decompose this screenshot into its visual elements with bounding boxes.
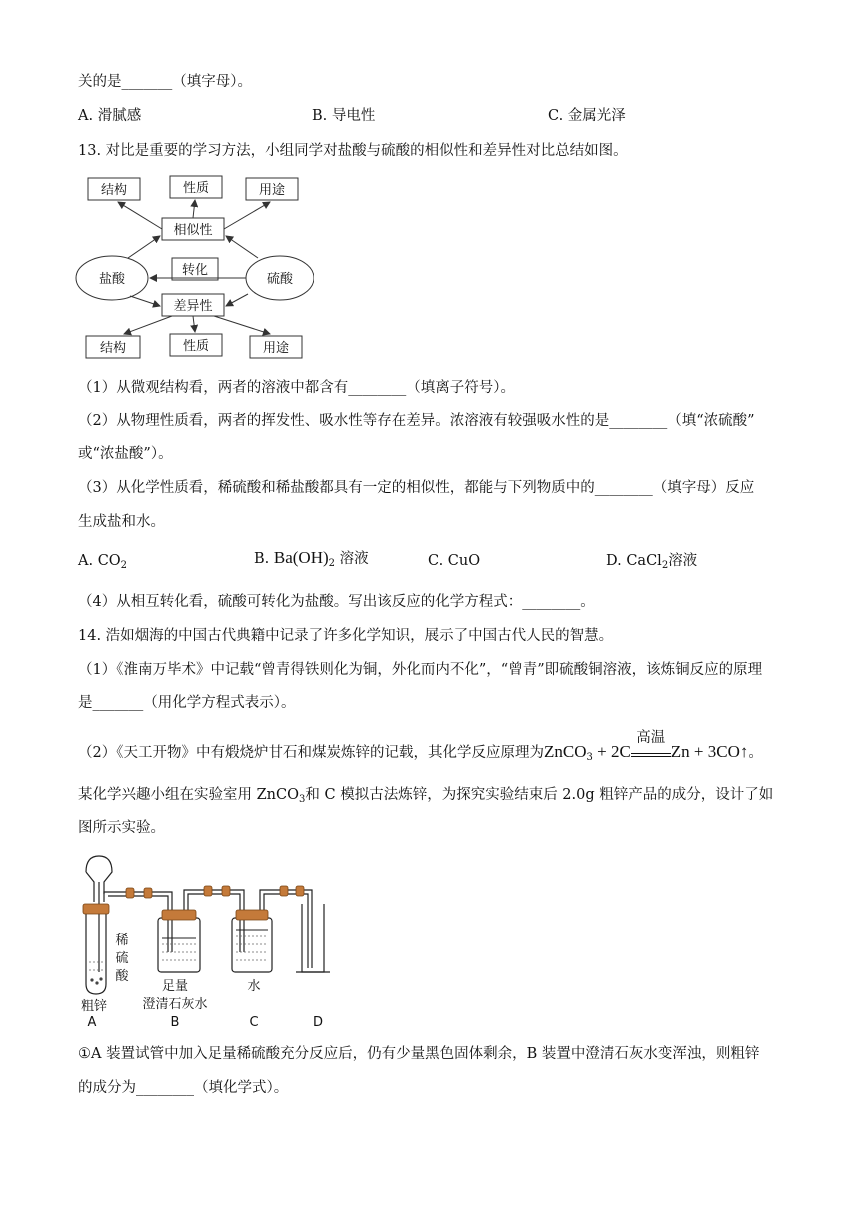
- tube-c-d: [260, 890, 312, 968]
- q13-part3-line1: （3）从化学性质看，稀硫酸和稀盐酸都具有一定的相似性，都能与下列物质中的________（填字母）反应: [78, 480, 755, 496]
- label-water: 水: [247, 979, 261, 994]
- bottle-b: [158, 918, 200, 972]
- q13-option-d: D. CaCl$_2$溶液: [606, 553, 698, 571]
- q13-option-a: A. $CO_2$: [78, 553, 128, 571]
- q14-part2-line2: 某化学兴趣小组在实验室用 ZnCO$_3$和 C 模拟古法炼锌，为探究实验结束后 2.0g 粗锌产品的成分，设计了如: [78, 787, 774, 805]
- label-bottom-property: 性质: [182, 339, 210, 354]
- q13-stem: 13. 对比是重要的学习方法，小组同学对盐酸与硫酸的相似性和差异性对比总结如图。: [78, 143, 628, 159]
- q13-part2-line2: 或“浓盐酸”）。: [78, 446, 173, 462]
- label-hcl: 盐酸: [98, 272, 126, 287]
- q14-part1-line2: 是_______（用化学方程式表示）。: [78, 695, 296, 711]
- label-apparatus-d: D: [312, 1015, 324, 1030]
- label-acid-1: 稀: [115, 933, 129, 948]
- q14-stem: 14. 浩如烟海的中国古代典籍中记录了许多化学知识，展示了中国古代人民的智慧。: [78, 628, 614, 644]
- q12-option-c: C. 金属光泽: [548, 108, 626, 124]
- label-similarity: 相似性: [173, 223, 213, 238]
- test-tube-a: [86, 912, 106, 994]
- q13-part2-line1: （2）从物理性质看，两者的挥发性、吸水性等存在差异。浓溶液有较强吸水性的是________（填“浓硫酸”: [78, 413, 755, 429]
- label-bottom-use: 用途: [262, 341, 290, 356]
- q12-option-a: A. 滑腻感: [78, 108, 142, 124]
- tube-a-b: [104, 892, 172, 952]
- q14-part1-line1: （1）《淮南万毕术》中记载“曾青得铁则化为铜，外化而内不化”，“曾青”即硫酸铜溶液，该炼铜反应的原理: [78, 662, 763, 678]
- label-h2so4: 硫酸: [266, 272, 294, 287]
- experiment-apparatus: [74, 852, 344, 1032]
- label-difference: 差异性: [173, 299, 213, 314]
- label-apparatus-a: A: [87, 1015, 97, 1030]
- q13-part1: （1）从微观结构看，两者的溶液中都含有________（填离子符号）。: [78, 380, 515, 396]
- acid-comparison-diagram: [74, 170, 314, 360]
- label-apparatus-c: C: [249, 1015, 259, 1030]
- q13-option-c: C. CuO: [428, 553, 481, 569]
- label-apparatus-b: B: [170, 1015, 180, 1030]
- cylinder-d: [302, 904, 324, 972]
- label-bottom-structure: 结构: [99, 341, 127, 356]
- q12-option-b: B. 导电性: [312, 108, 376, 124]
- q13-part4: （4）从相互转化看，硫酸可转化为盐酸。写出该反应的化学方程式：________。: [78, 594, 595, 610]
- label-crude-zinc: 粗锌: [80, 999, 108, 1014]
- q12-tail: 关的是_______（填字母）。: [78, 74, 252, 90]
- label-acid-2: 硫: [115, 951, 129, 966]
- label-acid-3: 酸: [115, 969, 129, 984]
- q14-part2-line3: 图所示实验。: [78, 820, 165, 836]
- reaction-condition: 高温: [631, 746, 671, 757]
- label-top-property: 性质: [182, 181, 210, 196]
- q14-step1-line1: ①A 装置试管中加入足量稀硫酸充分反应后，仍有少量黑色固体剩余，B 装置中澄清石灰水变浑浊，则粗锌: [78, 1046, 760, 1062]
- q14-part2-line1: （2）《天工开物》中有煅烧炉甘石和煤炭炼锌的记载，其化学反应原理为ZnCO$_3$ + 2C 高温 Zn + 3CO↑。: [78, 730, 763, 763]
- q13-part3-line2: 生成盐和水。: [78, 514, 165, 530]
- tube-b-c: [184, 890, 244, 952]
- q13-option-b: B. $Ba(OH)_2$ 溶液: [254, 548, 369, 569]
- label-excess: 足量: [161, 979, 189, 994]
- bottle-c: [232, 918, 272, 972]
- q14-step1-line2: 的成分为________（填化学式）。: [78, 1080, 289, 1096]
- label-convert: 转化: [181, 263, 209, 278]
- label-top-structure: 结构: [100, 183, 128, 198]
- label-limewater: 澄清石灰水: [142, 997, 208, 1012]
- label-top-use: 用途: [258, 183, 286, 198]
